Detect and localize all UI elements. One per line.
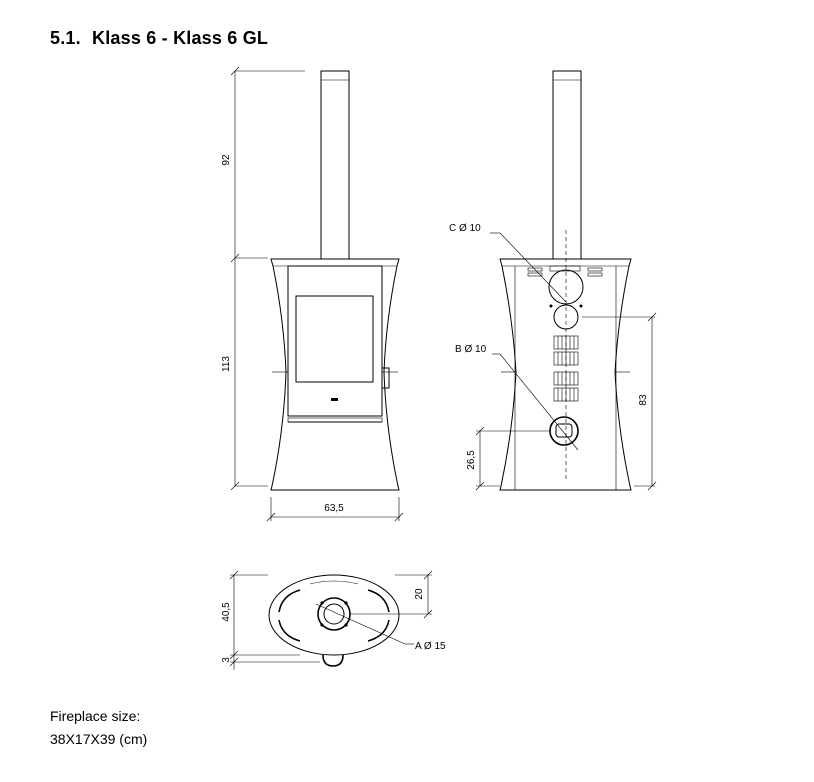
outlet-a-side	[550, 417, 578, 445]
side-stove-body	[500, 259, 631, 490]
label-b: B Ø 10	[455, 344, 487, 355]
dim-b-height: 83	[638, 394, 649, 406]
front-flue-pipe	[321, 71, 349, 259]
side-flue-pipe	[553, 71, 581, 259]
fireplace-size-label: Fireplace size:	[50, 708, 141, 724]
front-glass	[296, 296, 373, 382]
side-view	[449, 71, 656, 490]
dim-width: 63,5	[324, 503, 344, 514]
dim-flue-height: 92	[221, 154, 232, 166]
dim-body-height: 113	[221, 356, 232, 372]
label-c: C Ø 10	[449, 223, 481, 234]
dim-depth: 40,5	[221, 602, 232, 622]
section-title: Klass 6 - Klass 6 GL	[92, 28, 269, 48]
section-number: 5.1.	[50, 28, 81, 48]
front-door-handle	[382, 368, 389, 388]
label-a: A Ø 15	[415, 641, 446, 652]
side-vent-grid	[554, 336, 578, 401]
front-logo	[331, 398, 338, 401]
dim-offset: 3	[221, 657, 232, 663]
front-stove-body	[271, 259, 399, 490]
front-view	[221, 67, 403, 521]
top-view	[221, 571, 446, 670]
front-door-frame	[288, 266, 382, 416]
fireplace-size-value: 38X17X39 (cm)	[50, 731, 148, 747]
dim-center: 20	[414, 588, 425, 600]
top-outline	[269, 575, 399, 655]
dim-a-height: 26,5	[466, 450, 477, 470]
